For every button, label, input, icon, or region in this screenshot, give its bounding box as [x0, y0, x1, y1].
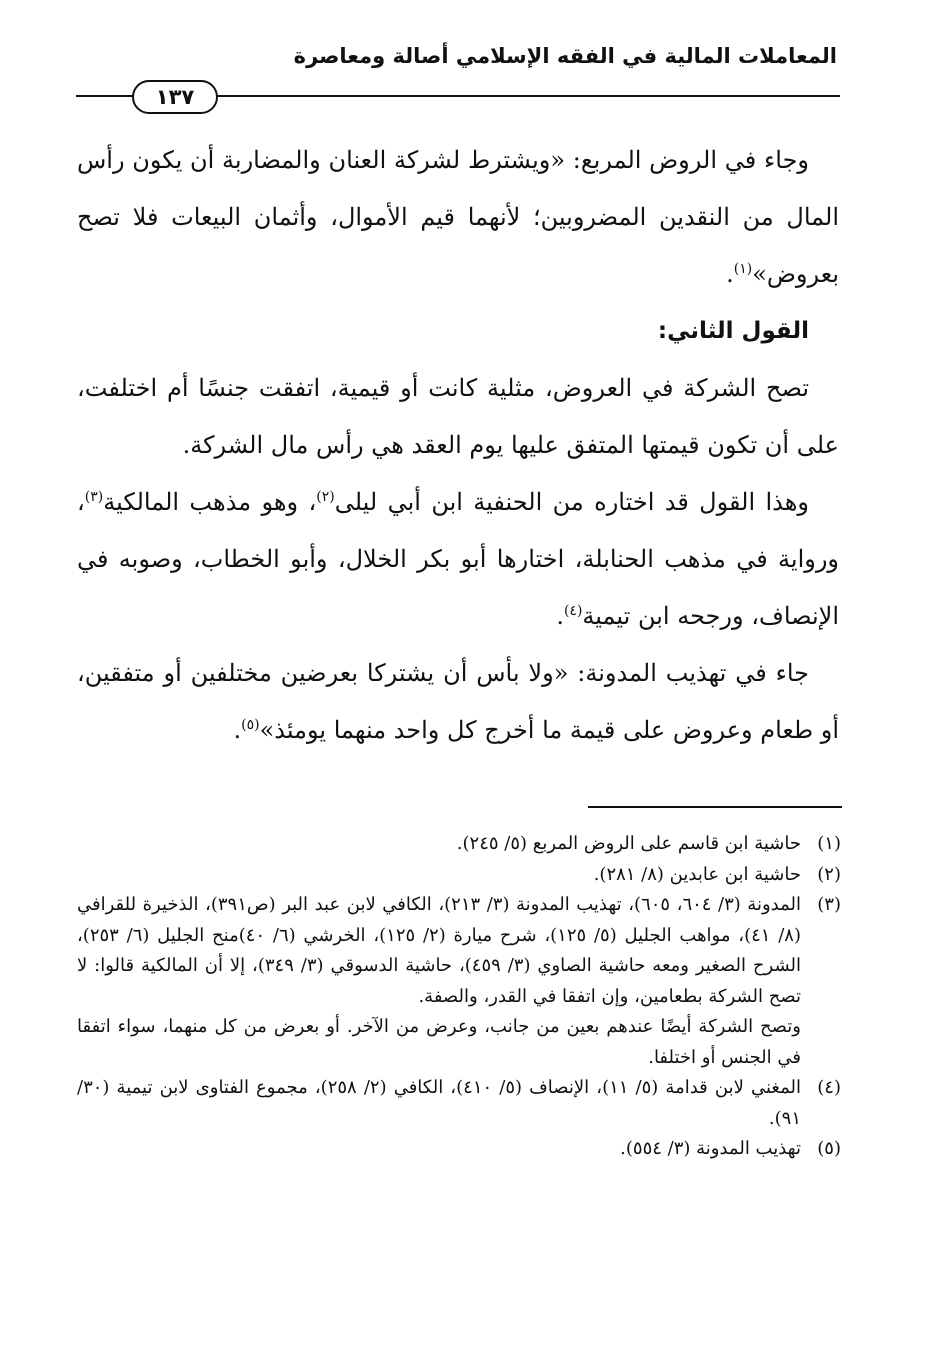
footnote-text-continued: وتصح الشركة أيضًا عندهم بعين من جانب، وعرض من الآخر. أو بعرض من كل منهما، سواء اتفقا في الجنس أو اختلفا.: [77, 1016, 801, 1068]
footnote-item: [77, 829, 841, 860]
footnote-number: (٤): [817, 1077, 841, 1098]
paragraph-second-opinion: تصح الشركة في العروض، مثلية كانت أو قيمية، اتفقت جنسًا أم اختلفت، على أن تكون قيمتها المتفق عليها يوم العقد هي رأس مال الشركة.: [77, 374, 839, 459]
paragraph-end: .: [233, 716, 242, 744]
paragraph-end: .: [556, 602, 564, 630]
paragraph-text: ، ورواية في مذهب الحنابلة، اختارها أبو بكر الخلال، وأبو الخطاب، وصوبه في الإنصاف، ورجحه ابن تيمية: [77, 488, 839, 630]
section-heading: القول الثاني:: [657, 318, 809, 344]
page-number: ١٣٧: [132, 80, 218, 114]
paragraph-text: ، وهو مذهب المالكية: [103, 488, 317, 516]
footnote-ref-5: (٥): [241, 717, 260, 733]
paragraph-end: .: [726, 260, 734, 288]
footnote-text: حاشية ابن عابدين (٨/ ٢٨١).: [593, 863, 801, 885]
footnote-number: (٣): [817, 894, 841, 915]
footnote-text-block: [77, 890, 801, 1073]
paragraph-text: وهذا القول قد اختاره من الحنفية ابن أبي ليلى: [334, 488, 810, 516]
footnote-item: [77, 1073, 841, 1134]
footnote-ref-2: (٢): [316, 489, 335, 505]
footnote-item: [77, 890, 841, 1073]
paragraph-supporters: [77, 474, 839, 645]
footnote-text: المدونة (٣/ ٦٠٤، ٦٠٥)، تهذيب المدونة (٣/ ٢١٣)، الكافي لابن عبد البر (ص٣٩١)، الذخيرة للقرافي (٨/ ٤١)، مواهب الجليل (٥/ ١٢٥)، شرح ميارة (٢/ ١٢٥)، الخرشي (٦/ ٤٠)منح الجليل (٦/ ٢٥٣)، الشرح الصغير ومعه حاشية الصاوي (٣/ ٤٥٩)، حاشية الدسوقي (٣/ ٣٤٩)، إلا أن المالكية قالوا: لا تصح الشركة بطعامين، وإن اتفقا في القدر، والصفة.: [77, 894, 801, 1007]
paragraph-rawd-quote: [77, 132, 839, 303]
footnote-text: حاشية ابن قاسم على الروض المربع (٥/ ٢٤٥).: [456, 833, 801, 854]
running-title: المعاملات المالية في الفقه الإسلامي أصالة ومعاصرة: [293, 44, 837, 68]
footnote-ref-4: (٤): [563, 603, 583, 619]
footnote-text: المغني لابن قدامة (٥/ ١١)، الإنصاف (٥/ ٤١٠)، الكافي (٢/ ٢٥٨)، مجموع الفتاوى لابن تيمية (٣٠/ ٩١).: [77, 1077, 801, 1129]
footnote-item: [77, 1134, 841, 1165]
footnote-separator: [588, 806, 842, 808]
footnotes: [77, 829, 841, 1165]
footnote-item: [77, 860, 841, 891]
footnote-ref-1: (١): [733, 261, 753, 277]
footnote-number: (٥): [817, 1138, 841, 1159]
paragraph-text: وجاء في الروض المربع: «ويشترط لشركة العنان والمضاربة أن يكون رأس المال من النقدين المضروبين؛ لأنهما قيم الأموال، وأثمان البيعات فلا تصح بعروض»: [77, 146, 839, 288]
footnote-text: تهذيب المدونة (٣/ ٥٥٤).: [620, 1138, 801, 1159]
footnote-ref-3: (٣): [84, 489, 104, 505]
footnote-number: (١): [817, 833, 841, 854]
footnote-number: (٢): [817, 863, 841, 885]
paragraph-mudawwana-quote: [77, 645, 839, 759]
paragraph-text: جاء في تهذيب المدونة: «ولا بأس أن يشتركا بعرضين مختلفين أو متفقين، أو طعام وعروض على قيمة ما أخرج كل واحد منهما يومئذ»: [77, 659, 839, 744]
main-text: [77, 132, 839, 759]
